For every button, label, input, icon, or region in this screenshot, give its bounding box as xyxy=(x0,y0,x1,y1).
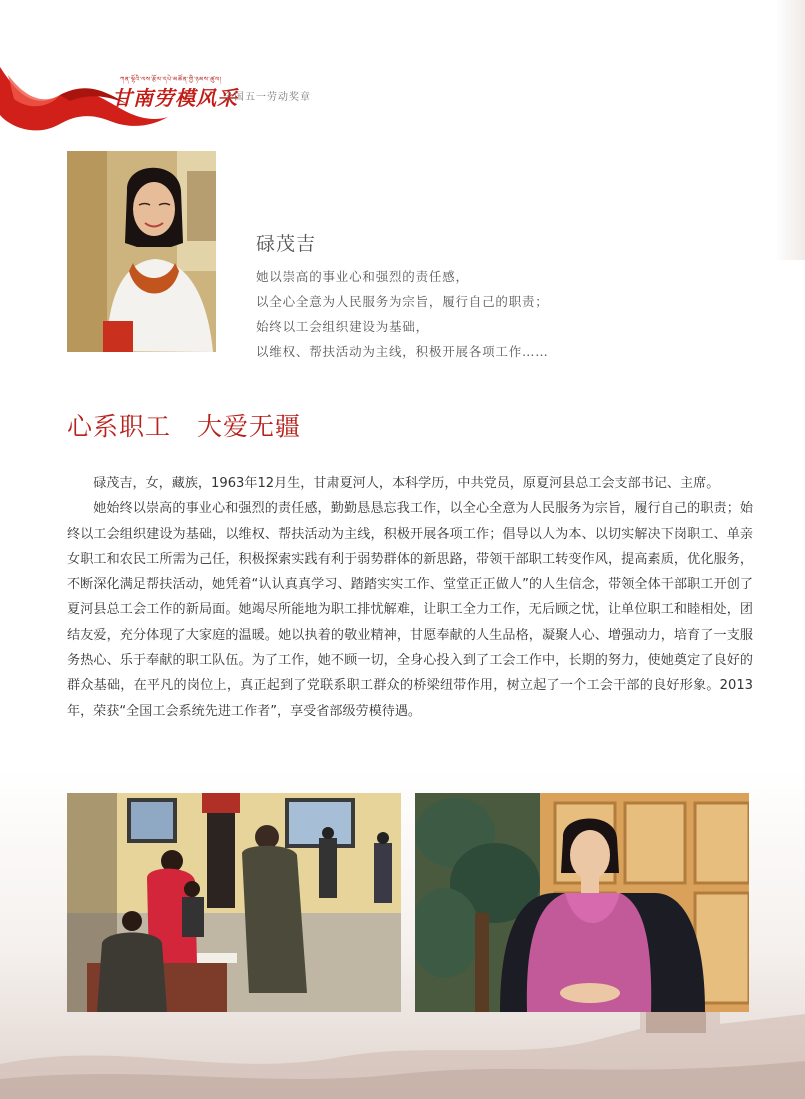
quote-line: 她以崇高的事业心和强烈的责任感， xyxy=(256,269,469,284)
paragraph: 她始终以崇高的事业心和强烈的责任感，勤勤恳恳忘我工作，以全心全意为人民服务为宗旨，履行自己的职责；始终以工会组织建设为基础，以维权、帮扶活动为主线，积极开展各项工作；倡导以人为本、以切实解决下岗职工、单亲女职工和农民工所需为己任，积极探索实践有利于弱势群体的新思路，带领干部职工转变作风，提高素质，优化服务，不断深化满足帮扶活动，她凭着“认认真真学习、踏踏实实工作、堂堂正正做人”的人生信念，带领全体干部职工开创了夏河县总工会工作的新局面。她竭尽所能地为职工排忧解难，让职工全力工作，无后顾之忧，让单位职工和睦相处，团结友爱，充分体现了大家庭的温暖。她以执着的敬业精神，甘愿奉献的人生品格，凝聚人心、增强动力，培育了一支服务热心、乐于奉献的职工队伍。为了工作，她不顾一切，全身心投入到了工会工作中，长期的努力，使她奠定了良好的群众基础，在平凡的岗位上，真正起到了党联系职工群众的桥梁纽带作用，树立起了一个工会干部的良好形象。2013年，荣获“全国工会系统先进工作者”，享受省部级劳模待遇。 xyxy=(67,501,753,719)
paragraph: 碌茂吉，女，藏族，1963年12月生，甘肃夏河人，本科学历，中共党员，原夏河县总工会支部书记、主席。 xyxy=(93,476,720,491)
quote-line: 始终以工会组织建设为基础， xyxy=(256,319,429,334)
quote-line: 以全心全意为人民服务为宗旨，履行自己的职责； xyxy=(256,294,549,309)
quote-line: 以维权、帮扶活动为主线，积极开展各项工作…… xyxy=(256,344,549,359)
portrait-photo xyxy=(67,151,216,352)
work-scene-photo xyxy=(67,793,401,1012)
article-body xyxy=(67,471,753,724)
person-name: 碌茂吉 xyxy=(256,233,317,255)
tibetan-header-line: ཀན་ལྷོའི་ལས་རྩོལ་དཔེ་མཚོན་གྱི་ཉམས་ཚུལ། xyxy=(120,76,222,83)
publication-title: 甘南劳模风采 xyxy=(112,86,238,110)
portrait-seated-photo xyxy=(415,793,749,1012)
profile-quote xyxy=(256,264,549,364)
edge-wash xyxy=(775,0,805,260)
award-subtitle: 全国五一劳动奖章 xyxy=(223,92,311,103)
section-heading: 心系职工 大爱无疆 xyxy=(67,412,302,441)
